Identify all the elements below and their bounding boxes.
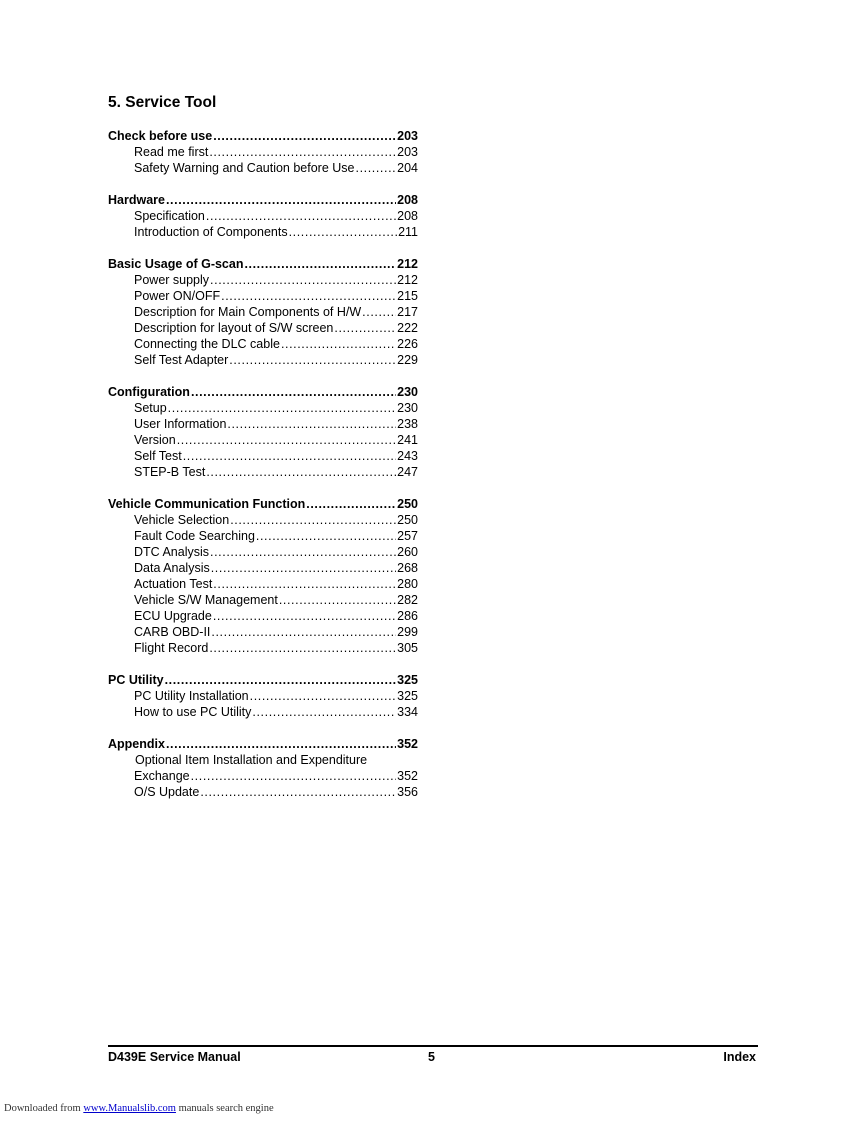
footer-manual-title: D439E Service Manual [108,1050,241,1064]
dot-leader [213,576,396,592]
toc-item-title: Power supply [134,273,210,287]
footer-section-name: Index [723,1050,756,1064]
toc-section-vehicle-communication [108,496,418,656]
toc-item-page: 356 [397,785,418,799]
toc-item-page: 334 [397,705,418,719]
toc-item-title: Description for Main Components of H/W [134,305,362,319]
toc-item[interactable] [108,336,418,352]
toc-heading-title: PC Utility [108,673,164,687]
toc-section-appendix [108,736,418,800]
toc-item-title: User Information [134,417,227,431]
toc-item-page: 280 [397,577,418,591]
toc-item-page: 282 [397,593,418,607]
toc-item-title: Specification [134,209,205,223]
toc-heading[interactable] [108,128,418,144]
toc-item[interactable] [108,640,418,656]
toc-item[interactable] [108,400,418,416]
dot-leader [221,288,396,304]
toc-section-hardware [108,192,418,240]
toc-heading-title: Check before use [108,129,213,143]
dot-leader [166,192,396,208]
dot-leader [244,256,396,272]
dot-leader [165,672,397,688]
dot-leader [279,592,396,608]
toc-item[interactable] [108,320,418,336]
toc-heading-page: 250 [397,497,418,511]
toc-item-title: Description for layout of S/W screen [134,321,334,335]
toc-item-title: Flight Record [134,641,209,655]
toc-item-page: 215 [397,289,418,303]
page-title: 5. Service Tool [108,94,217,111]
toc-heading-page: 325 [397,673,418,687]
dot-leader [209,640,396,656]
toc-item-title: Version [134,433,176,447]
toc-item-title: How to use PC Utility [134,705,252,719]
toc-item[interactable] [108,624,418,640]
dot-leader [206,464,396,480]
toc-heading-page: 208 [397,193,418,207]
dot-leader [362,304,396,320]
dot-leader [177,432,396,448]
toc-item[interactable] [108,432,418,448]
toc-section-pc-utility [108,672,418,720]
toc-item-title: DTC Analysis [134,545,210,559]
toc-heading-title: Configuration [108,385,190,399]
toc-item-page: 217 [397,305,418,319]
download-notice [4,1103,274,1114]
toc-item-title: Exchange [134,769,190,783]
toc-item-title: O/S Update [134,785,200,799]
toc-item[interactable] [108,544,418,560]
dot-leader [209,144,396,160]
dot-leader [183,448,396,464]
dot-leader [191,384,396,400]
toc-item[interactable] [108,416,418,432]
toc-item[interactable] [108,576,418,592]
toc-item-page: 250 [397,513,418,527]
toc-heading-page: 352 [397,737,418,751]
toc-heading-title: Hardware [108,193,165,207]
toc-heading[interactable] [108,192,418,208]
toc-item-page: 243 [397,449,418,463]
toc-item[interactable] [108,352,418,368]
download-suffix: manuals search engine [178,1103,274,1114]
toc-item-page: 204 [397,161,418,175]
toc-heading-title: Vehicle Communication Function [108,497,306,511]
footer-page-number: 5 [428,1050,435,1064]
dot-leader [230,512,396,528]
footer-divider [108,1045,758,1047]
toc-item-title: CARB OBD-II [134,625,211,639]
dot-leader [210,544,396,560]
toc-item[interactable] [108,704,418,720]
toc-item-title: Connecting the DLC cable [134,337,280,351]
toc-item-page: 226 [397,337,418,351]
toc-item-page: 203 [397,145,418,159]
toc-item[interactable] [108,448,418,464]
toc-item-title: PC Utility Installation [134,689,249,703]
toc-section-check-before-use [108,128,418,176]
toc-section-basic-usage [108,256,418,368]
toc-item-page: 222 [397,321,418,335]
toc-heading-page: 230 [397,385,418,399]
toc-item-wrapped-line2[interactable] [108,768,418,784]
toc-item-page: 247 [397,465,418,479]
toc-item-title: Optional Item Installation and Expenditure [135,753,368,767]
toc-item-page: 268 [397,561,418,575]
toc-item-page: 325 [397,689,418,703]
dot-leader [213,128,396,144]
toc-item[interactable] [108,592,418,608]
toc-item-wrapped-line1[interactable] [108,752,418,768]
toc-item-title: Safety Warning and Caution before Use [134,161,355,175]
toc-item-title: Read me first [134,145,209,159]
toc-item-title: Self Test [134,449,182,463]
toc-heading[interactable] [108,736,418,752]
manualslib-link[interactable]: www.Manualslib.com [83,1103,176,1114]
toc-item[interactable] [108,688,418,704]
toc-item[interactable] [108,560,418,576]
dot-leader [227,416,396,432]
toc-item-page: 208 [397,209,418,223]
dot-leader [191,768,397,784]
dot-leader [289,224,397,240]
dot-leader [206,208,396,224]
toc-heading[interactable] [108,384,418,400]
toc-item-title: Introduction of Components [134,225,288,239]
toc-heading[interactable] [108,496,418,512]
dot-leader [250,688,397,704]
toc-item-title: Vehicle Selection [134,513,230,527]
toc-item[interactable] [108,512,418,528]
dot-leader [168,400,396,416]
toc-item-page: 229 [397,353,418,367]
toc-item-page: 286 [397,609,418,623]
table-of-contents [108,128,418,816]
dot-leader [213,608,396,624]
toc-item[interactable] [108,464,418,480]
dot-leader [334,320,396,336]
dot-leader [281,336,396,352]
dot-leader [229,352,396,368]
toc-item[interactable] [108,288,418,304]
toc-item-page: 352 [397,769,418,783]
toc-item[interactable] [108,304,418,320]
toc-item[interactable] [108,608,418,624]
toc-item-title: Setup [134,401,167,415]
toc-item-title: ECU Upgrade [134,609,212,623]
toc-item-title: Power ON/OFF [134,289,221,303]
toc-item[interactable] [108,160,418,176]
toc-item-page: 211 [398,225,418,239]
toc-heading-title: Basic Usage of G-scan [108,257,244,271]
dot-leader [252,704,396,720]
dot-leader [211,624,396,640]
toc-item[interactable] [108,528,418,544]
toc-item[interactable] [108,784,418,800]
toc-heading-title: Appendix [108,737,165,751]
download-prefix: Downloaded from [4,1103,81,1114]
toc-item-page: 241 [397,433,418,447]
toc-item-page: 305 [397,641,418,655]
toc-item-title: Data Analysis [134,561,210,575]
dot-leader [210,272,396,288]
toc-item-page: 230 [397,401,418,415]
dot-leader [166,736,396,752]
toc-item-page: 299 [397,625,418,639]
toc-heading-page: 203 [397,129,418,143]
toc-item[interactable] [108,224,418,240]
toc-item[interactable] [108,208,418,224]
dot-leader [306,496,396,512]
toc-item-page: 238 [397,417,418,431]
toc-item-title: Vehicle S/W Management [134,593,278,607]
toc-heading[interactable] [108,256,418,272]
toc-item-title: Self Test Adapter [134,353,229,367]
dot-leader [256,528,396,544]
toc-item-page: 257 [397,529,418,543]
toc-heading-page: 212 [397,257,418,271]
dot-leader [356,160,397,176]
toc-item[interactable] [108,272,418,288]
toc-item-page: 212 [397,273,418,287]
toc-item[interactable] [108,144,418,160]
toc-item-title: Actuation Test [134,577,213,591]
toc-item-page: 260 [397,545,418,559]
dot-leader [200,784,396,800]
toc-item-title: STEP-B Test [134,465,206,479]
toc-heading[interactable] [108,672,418,688]
toc-section-configuration [108,384,418,480]
toc-item-title: Fault Code Searching [134,529,255,543]
dot-leader [211,560,396,576]
